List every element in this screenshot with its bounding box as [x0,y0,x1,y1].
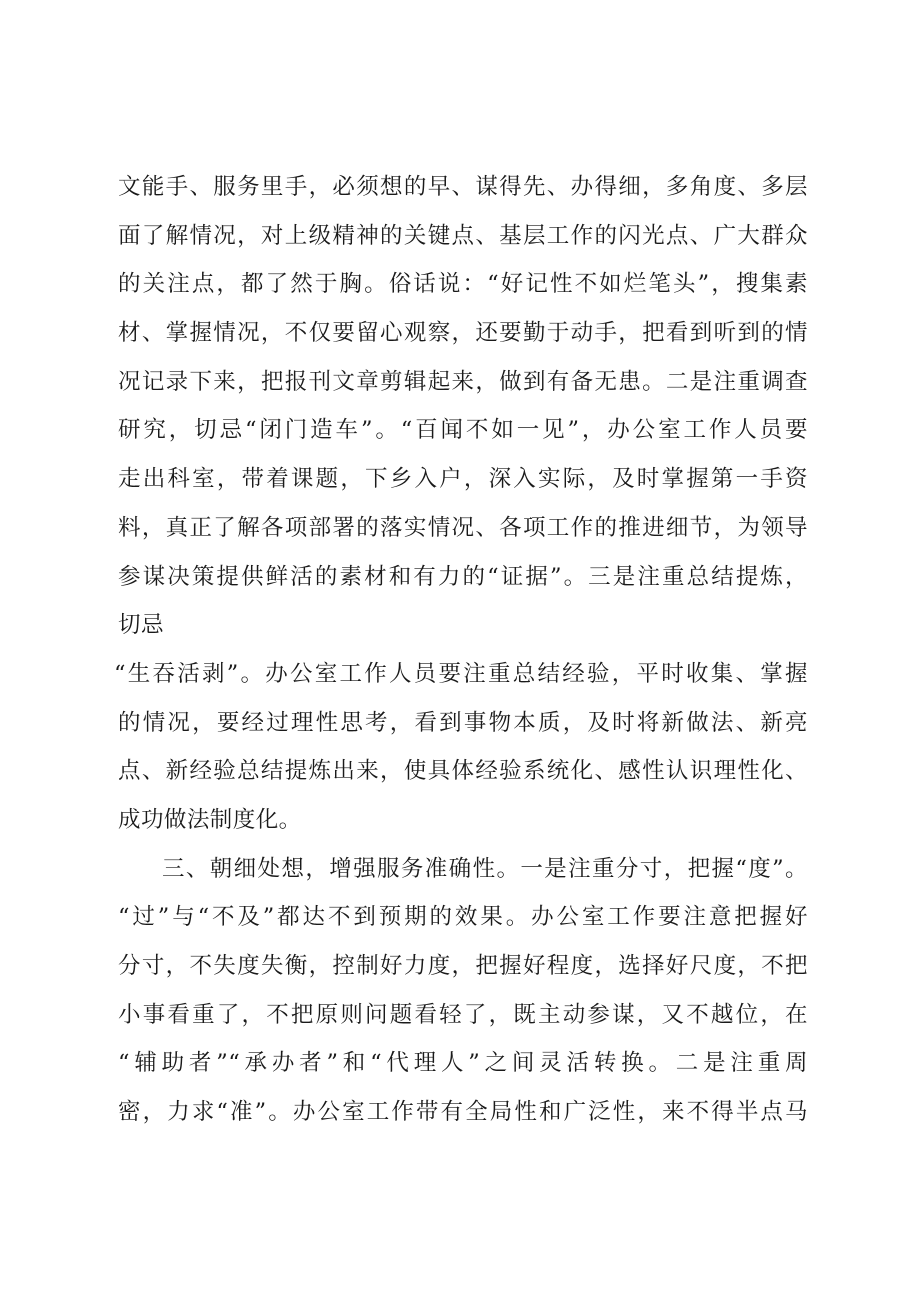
text-line-7: 走出科室，带着课题，下乡入户，深入实际，及时掌握第一手资 [118,466,808,493]
text-line-3: 的关注点，都了然于胸。俗话说：“好记性不如烂笔头”，搜集素 [118,271,808,298]
text-line-17: 分寸，不失度失衡，控制好力度，把握好程度，选择好尺度，不把 [118,953,808,979]
text-line-6: 研究，切忌“闭门造车”。“百闻不如一见”，办公室工作人员要 [118,417,808,444]
text-line-15: 三、朝细处想，增强服务准确性。一是注重分寸，把握“度”。 [162,855,808,882]
text-line-8: 料，真正了解各项部署的落实情况、各项工作的推进细节，为领导 [118,514,808,541]
text-line-18: 小事看重了，不把原则问题看轻了，既主动参谋，又不越位，在 [118,1001,808,1028]
text-line-19: “辅助者”“承办者”和“代理人”之间灵活转换。二是注重周 [118,1050,808,1077]
text-line-5: 况记录下来，把报刊文章剪辑起来，做到有备无患。二是注重调查 [118,368,808,395]
text-line-10: 切忌 [118,612,164,639]
text-line-1: 文能手、服务里手，必须想的早、谋得先、办得细，多角度、多层 [118,174,808,200]
text-line-13: 点、新经验总结提炼出来，使具体经验系统化、感性认识理性化、 [118,758,808,785]
text-line-9: 参谋决策提供鲜活的素材和有力的“证据”。三是注重总结提炼， [118,563,808,590]
text-line-12: 的情况，要经过理性思考，看到事物本质，及时将新做法、新亮 [118,709,808,736]
text-line-16: “过”与“不及”都达不到预期的效果。办公室工作要注意把握好 [118,904,808,931]
text-line-14: 成功做法制度化。 [118,806,302,833]
text-line-11: “生吞活剥”。办公室工作人员要注重总结经验，平时收集、掌握 [114,660,808,687]
text-line-4: 材、掌握情况，不仅要留心观察，还要勤于动手，把看到听到的情 [118,320,808,347]
document-body-text [114,163,808,1137]
text-line-2: 面了解情况，对上级精神的关键点、基层工作的闪光点、广大群众 [118,222,808,249]
text-line-20: 密，力求“准”。办公室工作带有全局性和广泛性，来不得半点马 [118,1099,808,1126]
